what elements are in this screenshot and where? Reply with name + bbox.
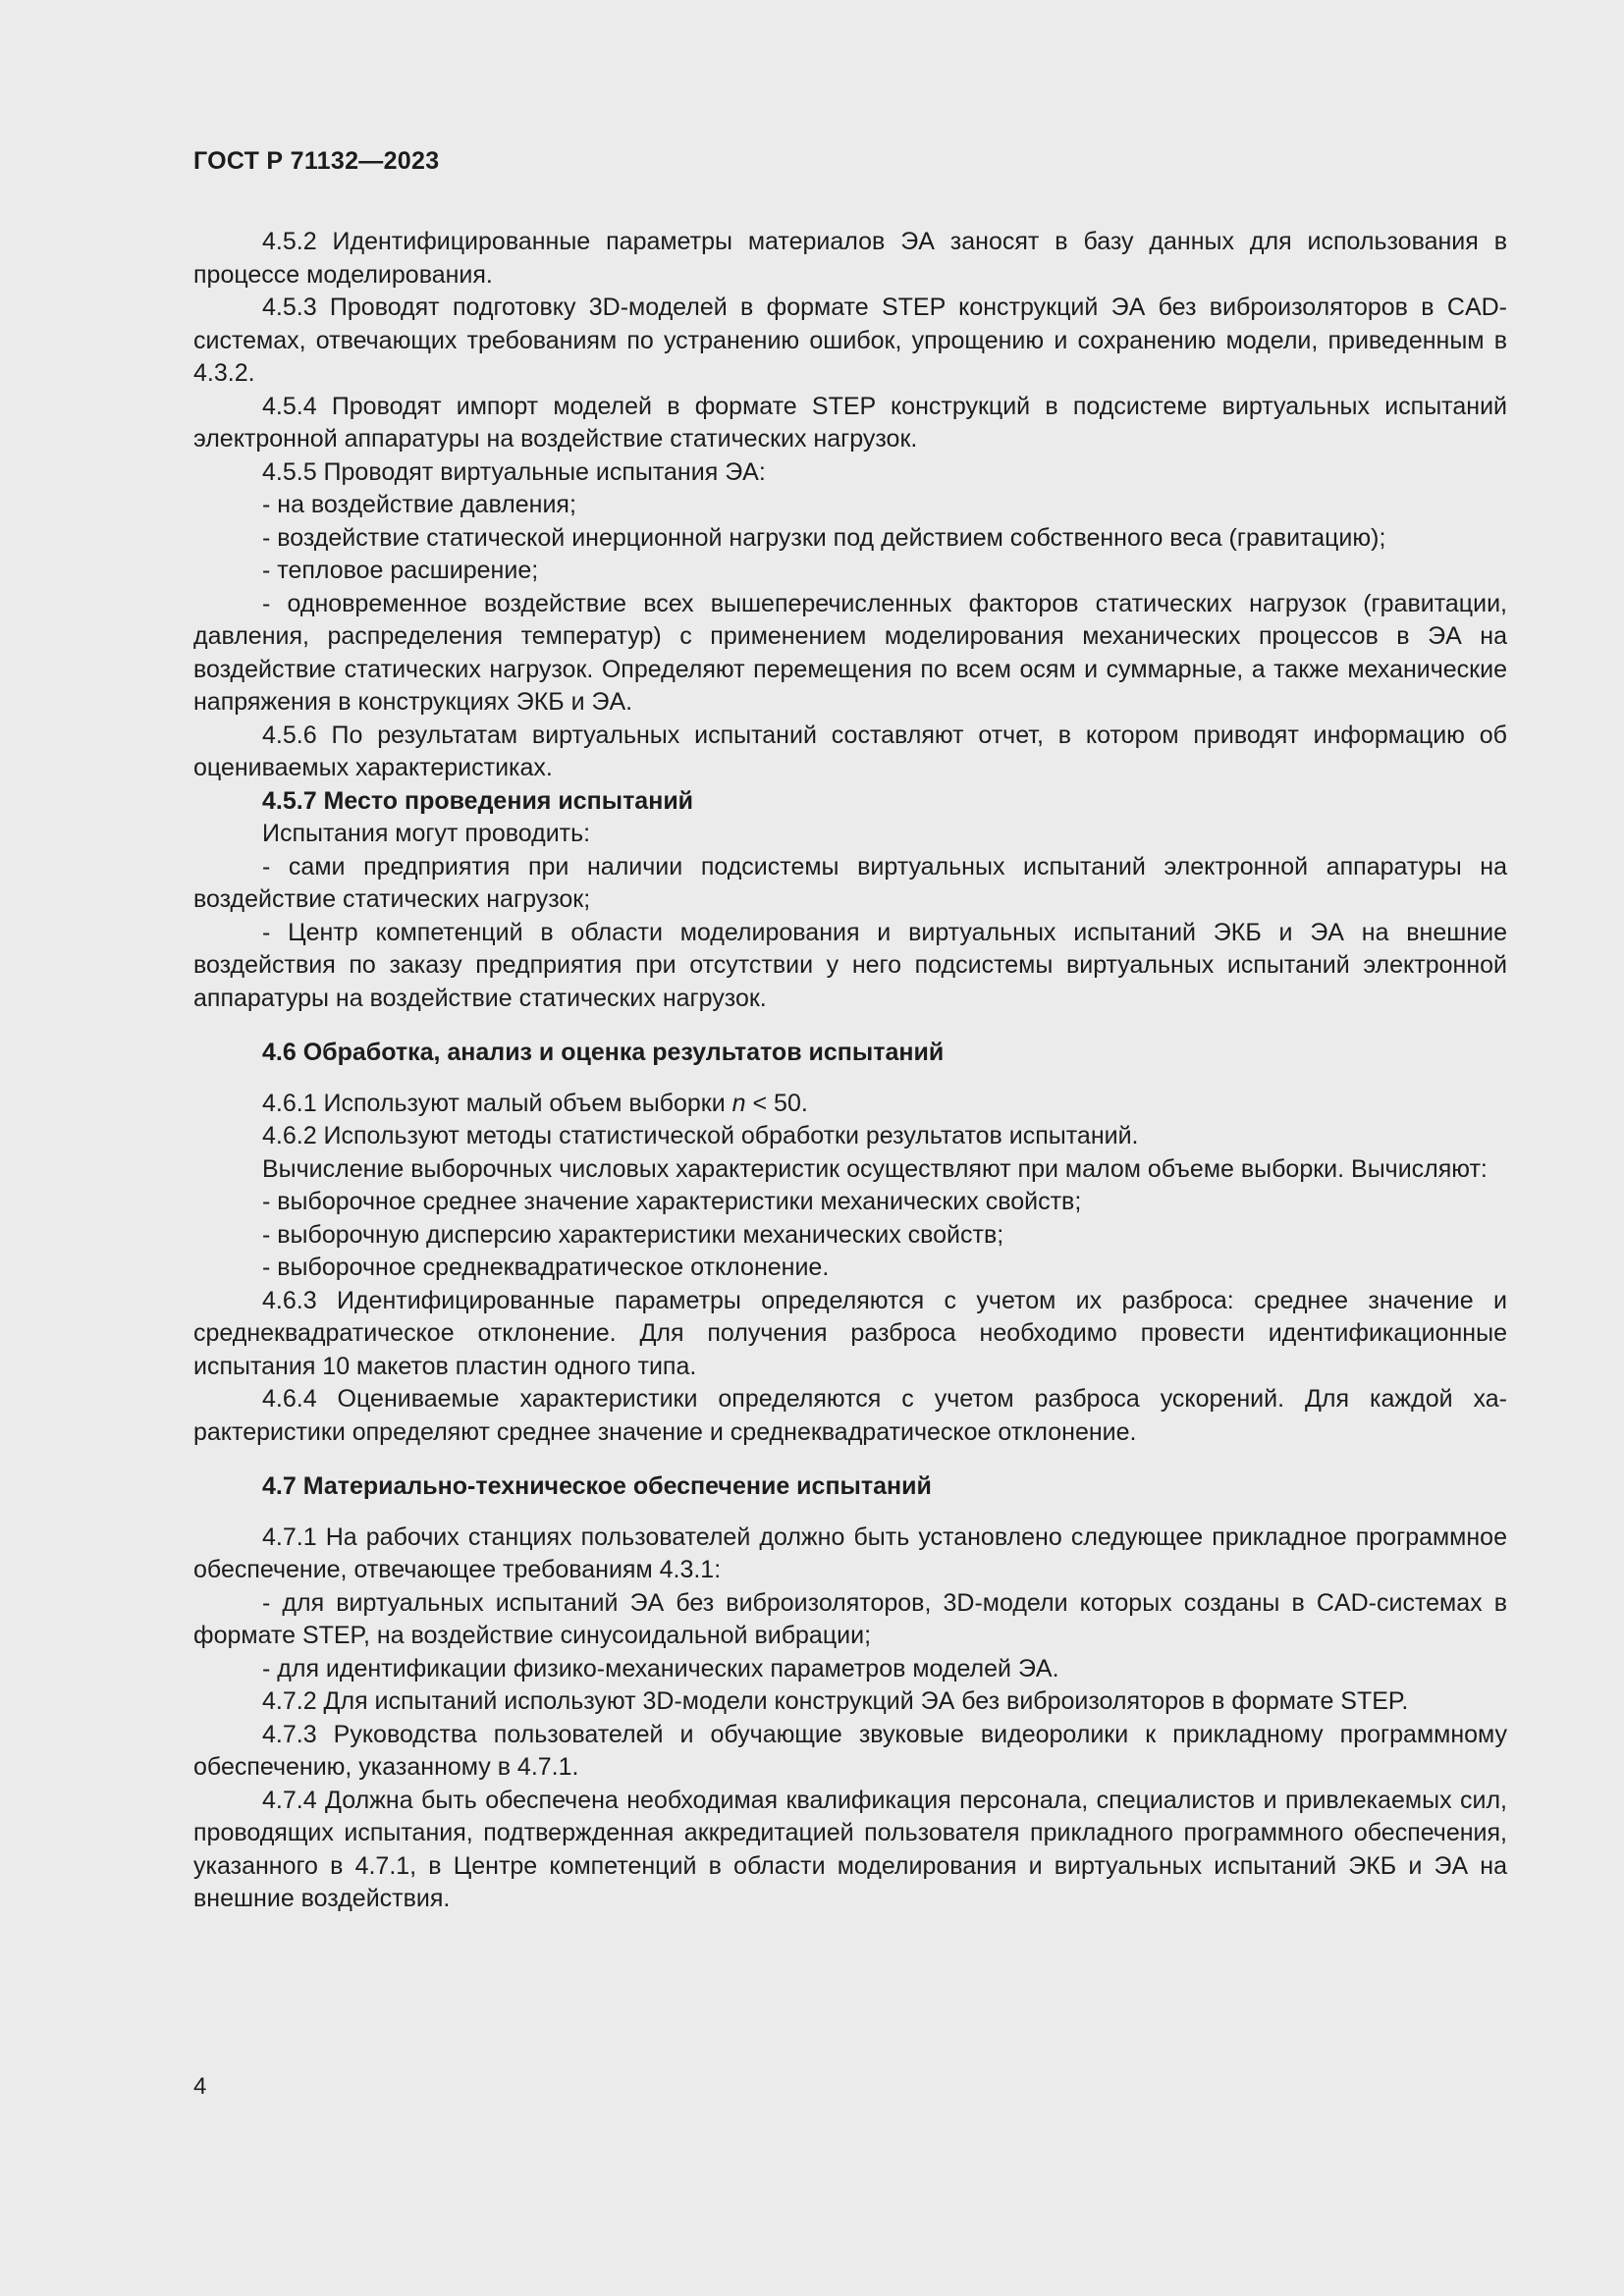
- list-item: - на воздействие давления;: [262, 491, 576, 518]
- page-number: 4: [193, 2073, 207, 2100]
- paragraph-4-6-1-suffix: < 50.: [745, 1089, 808, 1117]
- document-designation: ГОСТ Р 71132—2023: [193, 147, 440, 175]
- paragraph-4-7-4: 4.7.4 Должна быть обеспечена необходимая квалификация персонала, специалистов и привлекаемых сил, проводящих испытания, подтвержденная аккредитацией пользователя прикладного программного обеспечения, указанного в 4.7.1, в Центре компетенций в области моделирования и виртуальных испытаний ЭКБ и ЭА на внешние воздействия.: [193, 1786, 1507, 1912]
- paragraph-4-6-2: 4.6.2 Используют методы статистической обработки результатов испытаний.: [262, 1122, 1139, 1149]
- paragraph-4-6-3: 4.6.3 Идентифицированные параметры определяются с учетом их разброса: среднее значение и среднеквадратическое отклонение. Для получения разброса необходимо провести идентификационные испытания 10 макетов пластин одного типа.: [193, 1286, 1507, 1380]
- list-item: - выборочное среднее значение характеристики механических свойств;: [262, 1188, 1082, 1215]
- sample-size-variable: n: [731, 1089, 746, 1117]
- paragraph-4-5-2: 4.5.2 Идентифицированные параметры материалов ЭА заносят в базу данных для использования в процессе моделирования.: [193, 228, 1507, 289]
- paragraph-4-5-5: 4.5.5 Проводят виртуальные испытания ЭА:: [262, 457, 766, 486]
- list-item: - одновременное воздействие всех вышеперечисленных факторов статических нагрузок (гравитации, давления, распределения температур) с применением моделирования механических процессов в ЭА на воздействие статических нагрузок. Определяют перемещения по всем осям и суммарные, а также механические напряжения в конструкциях ЭКБ и ЭА.: [193, 589, 1507, 716]
- paragraph-4-7-2: 4.7.2 Для испытаний используют 3D-модели конструкций ЭА без виброизоляторов в формате STEP.: [262, 1687, 1409, 1715]
- paragraph-4-5-6: 4.5.6 По результатам виртуальных испытаний составляют отчет, в котором приводят информацию об оцениваемых характеристиках.: [193, 721, 1507, 781]
- list-item: - для идентификации физико-механических параметров моделей ЭА.: [262, 1654, 1059, 1682]
- paragraph-4-7-1: 4.7.1 На рабочих станциях пользователей должно быть установлено следующее прикладное программное обеспечение, отвечающее требованиям 4.3.1:: [193, 1522, 1507, 1583]
- paragraph-4-6-1: [193, 1088, 1507, 1121]
- paragraph-4-6-2-b: Вычисление выборочных числовых характеристик осуществляют при малом объеме выборки. Вычисляют:: [262, 1154, 1488, 1183]
- paragraph-4-5-7-intro: Испытания могут проводить:: [262, 820, 591, 847]
- list-item: - тепловое расширение;: [262, 557, 539, 584]
- list-item: - выборочное среднеквадратическое отклонение.: [262, 1254, 830, 1281]
- list-item: - для виртуальных испытаний ЭА без виброизоляторов, 3D-модели которых созданы в CAD-системах в формате STEP, на воздействие синусоидальной вибрации;: [193, 1588, 1507, 1649]
- subheading-4-5-7: 4.5.7 Место проведения испытаний: [262, 786, 694, 815]
- list-item: - Центр компетенций в области моделирования и виртуальных испытаний ЭКБ и ЭА на внешние воздействия по заказу предприятия при отсутствии у него подсистемы виртуальных испытаний электронной аппаратуры на воздействие статических нагрузок.: [193, 918, 1507, 1012]
- section-heading-4-7: 4.7 Материально-техническое обеспечение испытаний: [262, 1472, 932, 1500]
- paragraph-4-6-1-prefix: 4.6.1 Используют малый объем выборки: [262, 1089, 732, 1117]
- list-item: - воздействие статической инерционной нагрузки под действием собственного веса (гравитацию);: [262, 523, 1386, 552]
- section-heading-4-6: 4.6 Обработка, анализ и оценка результатов испытаний: [262, 1039, 945, 1066]
- document-body: [193, 226, 1507, 1916]
- paragraph-4-5-4: 4.5.4 Проводят импорт моделей в формате STEP конструкций в подсистеме виртуальных испытаний электронной аппаратуры на воздействие статических нагрузок.: [193, 392, 1507, 453]
- paragraph-4-5-3: 4.5.3 Проводят подготовку 3D-моделей в формате STEP конструкций ЭА без виброизоляторов в CAD-системах, отвечающих требованиям по устранению ошибок, упрощению и сохранению модели, приведенным в 4.3.2.: [193, 294, 1507, 387]
- paragraph-4-7-3: 4.7.3 Руководства пользователей и обучающие звуковые видеоролики к прикладному программному обеспечению, указанному в 4.7.1.: [193, 1720, 1507, 1781]
- list-item: - сами предприятия при наличии подсистемы виртуальных испытаний электронной аппаратуры на воздействие статических нагрузок;: [193, 852, 1507, 913]
- paragraph-4-6-4: 4.6.4 Оцениваемые характеристики определяются с учетом разброса ускорений. Для каждой характеристики определяют среднее значение и среднеквадратическое отклонение.: [193, 1385, 1507, 1446]
- list-item: - выборочную дисперсию характеристики механических свойств;: [262, 1220, 1004, 1249]
